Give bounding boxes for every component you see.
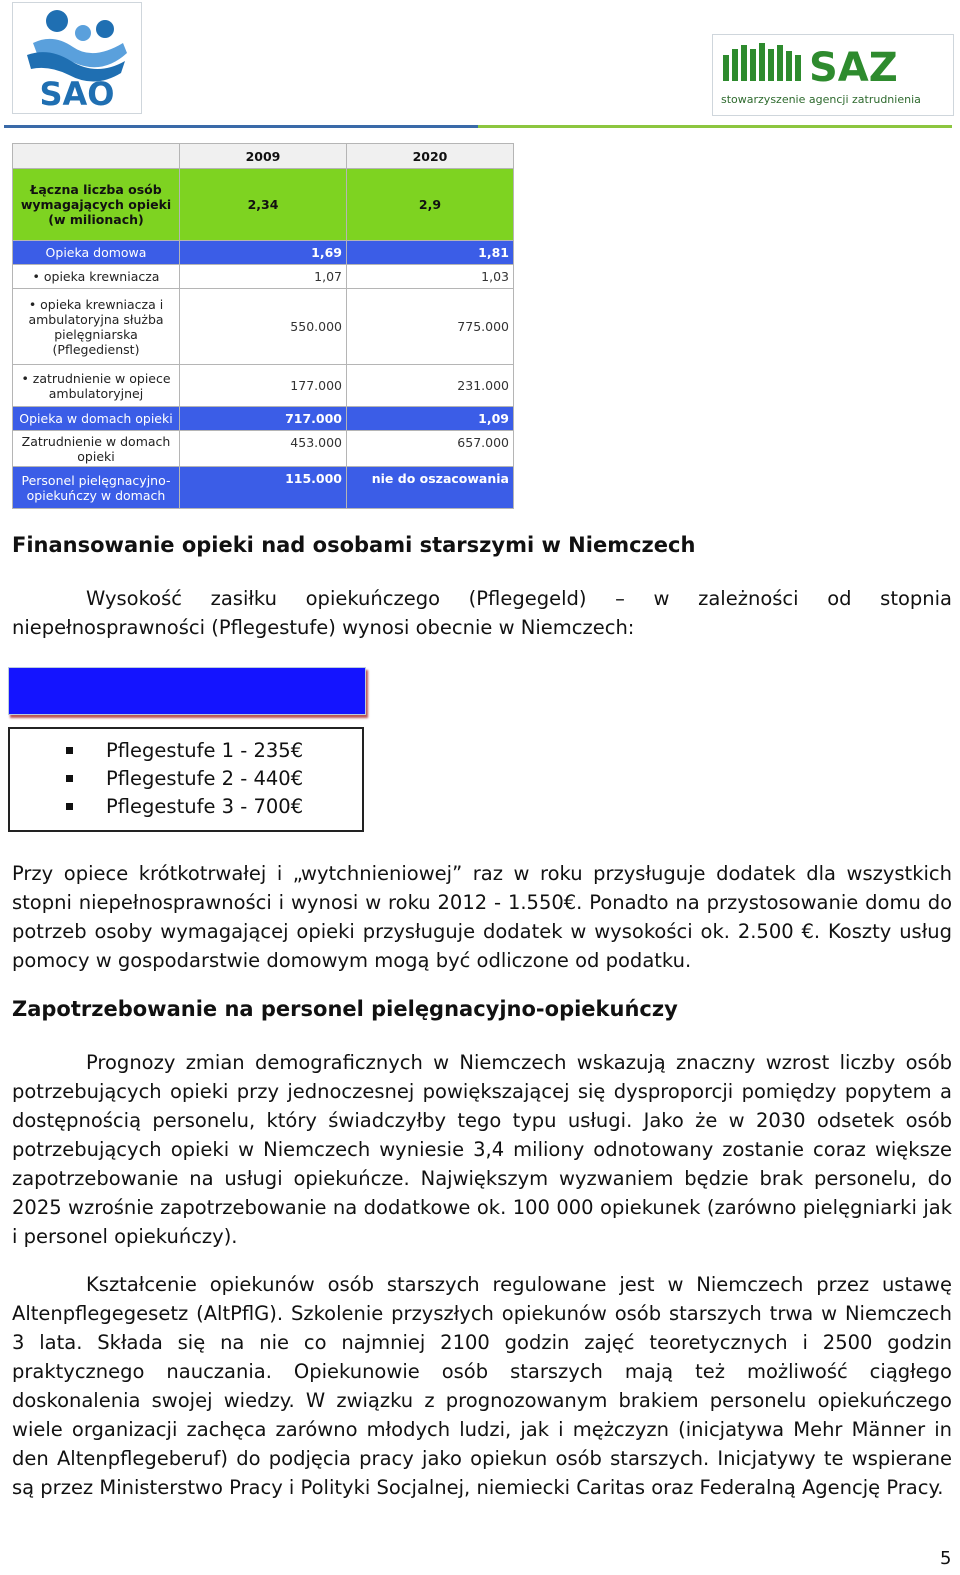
table-cell-2020: 775.000 [347,289,514,365]
table-cell-2020: 2,9 [347,169,514,241]
list-item-text: Pflegestufe 3 - 700€ [106,795,304,818]
financing-paragraph: Przy opiece krótkotrwałej i „wytchnieniowej” raz w roku przysługuje dodatek dla wszystkich stopni niepełnosprawności i wynosi w roku 2012 - 1.550€. Ponadto na przystosowanie domu do potrzeb osoby wymagającej opieki przysługuje dodatek w wysokości ok. 2.500 €. Koszty usług pomocy w gospodarstwie domowym mogą być odliczone od podatku. [12,862,952,972]
svg-text:stowarzyszenie agencji zatrudn: stowarzyszenie agencji zatrudnienia [721,93,921,106]
table-header-empty [13,144,180,169]
table-header-2009: 2009 [180,144,347,169]
svg-text:SAZ: SAZ [809,45,898,91]
table-cell-2009: 115.000 [180,467,347,509]
table-cell-2009: 2,34 [180,169,347,241]
table-row [13,169,514,241]
table-cell-label: • opieka krewniacza i ambulatoryjna służba pielęgniarska (Pflegedienst) [13,289,180,365]
list-item-text: Pflegestufe 2 - 440€ [106,767,304,790]
svg-text:SAO: SAO [39,75,115,113]
table-cell-label: • zatrudnienie w opiece ambulatoryjnej [13,365,180,407]
saz-logo-icon [713,35,953,115]
demand-paragraph-1: Prognozy zmian demograficznych w Niemczech wskazują znaczny wzrost liczby osób potrzebujących opieki przy jednoczesnej powiększającej się dysproporcji pomiędzy popytem a dostępnością personelu, który świadczyłby tego typu usługi. Jako że w 2030 odsetek osób potrzebujących opieki w Niemczech wyniesie 3,4 miliony odnotowany zostanie coraz większe zapotrzebowanie na usługi opiekuńcze. Największym wyzwaniem będzie brak personelu, do 2025 wzrośnie zapotrzebowanie na dodatkowe ok. 100 000 opiekunek (zarówno pielęgniarki jak i personel opiekuńczy). [12,1051,952,1248]
list-item [66,765,362,793]
table-cell-2009: 177.000 [180,365,347,407]
table-cell-label: Opieka w domach opieki [13,407,180,431]
table-cell-2020: 1,03 [347,265,514,289]
header-divider [4,125,952,128]
demand-paragraph-2: Kształcenie opiekunów osób starszych regulowane jest w Niemczech przez ustawę Altenpflegegesetz (AltPflG). Szkolenie przyszłych opiekunów osób starszych trwa w Niemczech 3 lata. Składa się na nie co najmniej 2100 godzin zajęć teoretycznych i 2500 godzin praktycznego nauczania. Opiekunowie osób starszych mają też możliwość ciągłego doskonalenia swojej wiedzy. W związku z prognozowanym brakiem personelu opiekuńczego wiele organizacji zachęca zarówno młodych ludzi, jak i mężczyzn (inicjatywa Mehr Männer in den Altenpflegeberuf) do podjęcia pracy jako opiekun osób starszych. Inicjatywy te wspierane są przez Ministerstwo Pracy i Polityki Socjalnej, niemiecki Caritas oraz Federalną Agencję Pracy. [12,1273,952,1499]
table-cell-label: • opieka krewniacza [13,265,180,289]
table-row [13,241,514,265]
table-row [13,265,514,289]
care-statistics-table [12,143,514,509]
table-cell-label: Opieka domowa [13,241,180,265]
section-intro: Wysokość zasiłku opiekuńczego (Pflegegeld) – w zależności od stopnia niepełnosprawności (Pflegestufe) wynosi obecnie w Niemczech: [12,587,952,639]
table-header-2020: 2020 [347,144,514,169]
sao-logo-icon [13,3,141,113]
table-cell-2009: 1,07 [180,265,347,289]
table-cell-2009: 550.000 [180,289,347,365]
table-header-row [13,144,514,169]
table-cell-2020: 657.000 [347,431,514,467]
saz-logo [712,34,954,116]
table-cell-2020: nie do oszacowania [347,467,514,509]
table-cell-2020: 1,81 [347,241,514,265]
table-row [13,289,514,365]
table-row [13,467,514,509]
table-cell-2020: 231.000 [347,365,514,407]
table-cell-label: Łączna liczba osób wymagających opieki (w milionach) [13,169,180,241]
table-row [13,407,514,431]
list-item-text: Pflegestufe 1 - 235€ [106,739,304,762]
table-cell-2009: 453.000 [180,431,347,467]
table-cell-label: Personel pielęgnacyjno-opiekuńczy w domach [13,467,180,509]
table-cell-2020: 1,09 [347,407,514,431]
section-title-financing: Finansowanie opieki nad osobami starszymi w Niemczech [12,533,696,557]
page-number: 5 [940,1548,952,1569]
bullet-icon [66,803,73,810]
table-cell-label: Zatrudnienie w domach opieki [13,431,180,467]
table-cell-2009: 717.000 [180,407,347,431]
bullet-icon [66,747,73,754]
table-row [13,431,514,467]
table-row [13,365,514,407]
bullet-icon [66,775,73,782]
pflegestufe-list [8,727,364,832]
table-cell-2009: 1,69 [180,241,347,265]
blue-banner [8,667,366,715]
list-item [66,737,362,765]
section-title-demand: Zapotrzebowanie na personel pielęgnacyjno-opiekuńczy [12,997,678,1021]
page-header [0,0,960,130]
list-item [66,793,362,821]
sao-logo [12,2,142,114]
